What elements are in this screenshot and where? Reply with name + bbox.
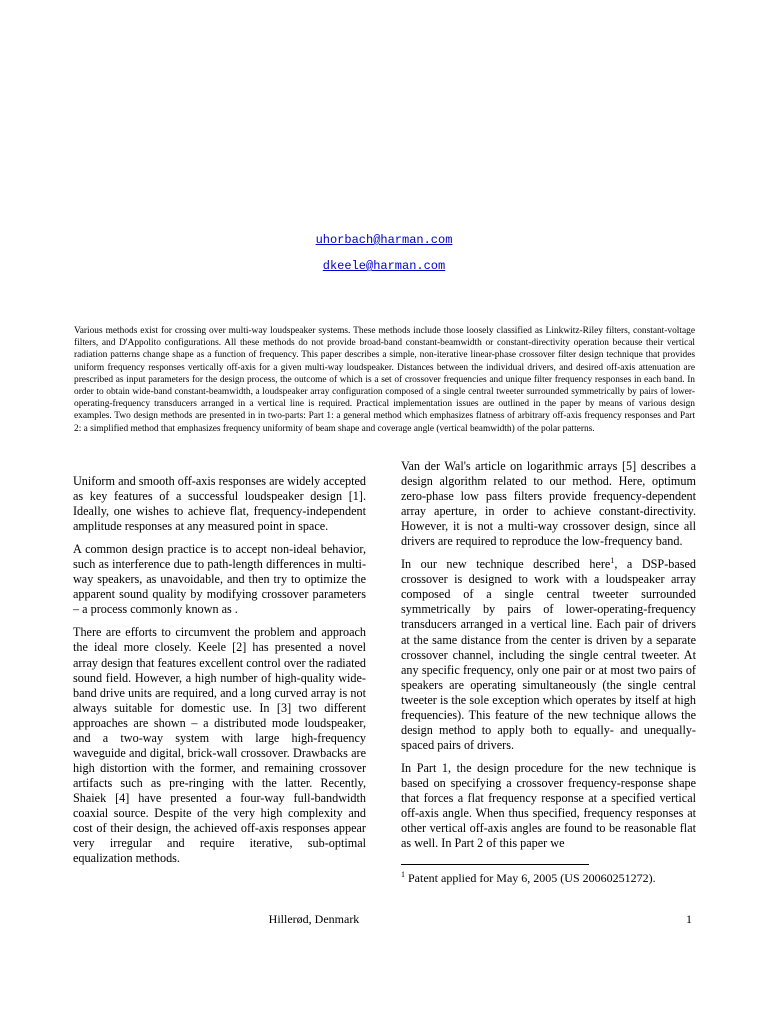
- paragraph-part-1: In Part 1, the design procedure for the new technique is based on specifying a crossover frequency-response shape that forces a flat frequency response at a specified vertical off-axis angle. When thus specified, frequency responses at other vertical off-axis angles are found to be reasonable flat as well. In Part 2 of this paper we: [401, 760, 696, 851]
- author-email-2[interactable]: dkeele@harman.com: [322, 259, 446, 273]
- new-technique-text-start: In our new technique described here: [401, 557, 611, 572]
- page-number: 1: [686, 912, 692, 926]
- left-column: [73, 474, 366, 874]
- footer-location: Hillerød, Denmark: [268, 912, 360, 926]
- footnote-ref: 1: [610, 556, 615, 566]
- new-technique-text-rest: , a DSP-based crossover is designed to work with a loudspeaker array composed of a single central tweeter surrounded symmetrically by pairs of lower-operating-frequency transducers arranged in a vertical line. Each pair of drivers at the same distance from the center is driven by a separate crossover channel, including the single central tweeter. At any specific frequency, only one pair or at most two pairs of speakers are operating simultaneously (the single central tweeter is the sole exception which operates by itself at high frequencies). This feature of the new technique allows the design method to apply both to equally- and unequally-spaced pairs of drivers.: [401, 557, 697, 752]
- paragraph-new-technique: [401, 557, 696, 753]
- abstract: Various methods exist for crossing over multi-way loudspeaker systems. These methods include those loosely classified as Linkwitz-Riley filters, constant-voltage filters, and D'Appolito configurations. All these methods do not provide broad-band constant-beamwidth or constant-directivity operation because their vertical radiation patterns change shape as a function of frequency. This paper describes a simple, non-iterative linear-phase crossover filter design technique that provides uniform frequency responses vertically off-axis for a given multi-way loudspeaker. Distances between the individual drivers, and desired off-axis attenuation are prescribed as input parameters for the design process, the outcome of which is a set of crossover frequencies and unique filter frequency responses in each band. In order to obtain wide-band constant-beamwidth, a loudspeaker array configuration composed of a single central tweeter surrounded symmetrically by pairs of lower-operating-frequency transducers arranged in a vertical line is required. Practical implementation issues are outlined in the paper by means of various design examples. Two design methods are presented in in two-parts: Part 1: a general method which emphasizes flatness of arbitrary off-axis frequency responses and Part 2: a simplified method that emphasizes frequency uniformity of beam shape and coverage angle (vertical beamwidth) of the polar patterns.: [74, 326, 695, 434]
- footnote-divider: [401, 864, 589, 865]
- footnote: [401, 871, 701, 886]
- paragraph-design-practice: A common design practice is to accept non-ideal behavior, such as interference due to path-length differences in multi-way speakers, as unavoidable, and then try to optimize the apparent sound quality by modifying crossover parameters – a process commonly known as .: [73, 542, 366, 617]
- footnote-text: Patent applied for May 6, 2005 (US 20060251272).: [405, 871, 656, 885]
- paragraph-van-der-wal: Van der Wal's article on logarithmic arrays [5] describes a design algorithm related to our method. Here, optimum zero-phase low pass filters provide frequency-dependent array aperture, in order to achieve constant-directivity. However, it is not a multi-way crossover design, since all drivers are required to reproduce the low-frequency band.: [401, 459, 696, 549]
- paragraph-intro: Uniform and smooth off-axis responses are widely accepted as key features of a successful loudspeaker design [1]. Ideally, one wishes to achieve flat, frequency-independent amplitude responses at any measured point in space.: [73, 474, 366, 534]
- paragraph-prior-work: There are efforts to circumvent the problem and approach the ideal more closely. Keele [2] has presented a novel array design that features excellent control over the radiated sound field. However, a high number of high-quality wide-band drive units are required, and a long curved array is not always suitable for domestic use. In [3] two different approaches are shown – a distributed mode loudspeaker, and a two-way system with large high-frequency waveguide and digital, brick-wall crossover. Drawbacks are high distortion with the former, and remaining crossover artifacts such as pre-ringing with the latter. Recently, Shaiek [4] have presented a four-way full-bandwidth coaxial source. Despite of the very high complexity and cost of their design, the achieved off-axis responses appear very irregular and require iterative, sub-optimal equalization methods.: [73, 625, 366, 866]
- right-column: [401, 459, 696, 859]
- footnote-marker: 1: [401, 870, 405, 879]
- author-email-1[interactable]: uhorbach@harman.com: [315, 233, 453, 247]
